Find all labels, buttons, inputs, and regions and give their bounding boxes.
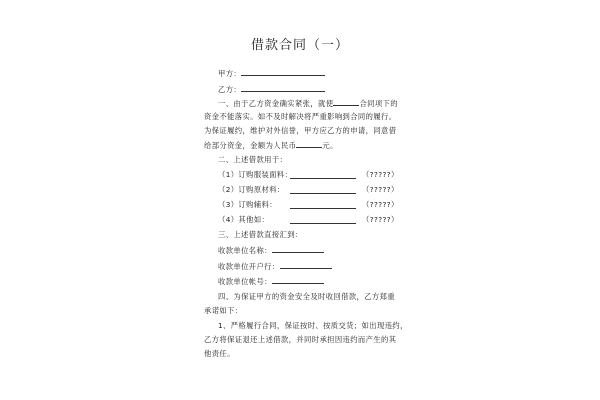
party-a-line (218, 68, 325, 78)
use-item-4 (218, 215, 269, 224)
clause4-line2: 承诺如下： (204, 306, 243, 315)
contract-name-blank[interactable] (333, 98, 359, 106)
clause1-line4 (204, 140, 338, 150)
use-item-4-blank[interactable] (290, 216, 356, 224)
use-item-3-amount: （?????） (362, 200, 399, 209)
use-item-4-amount: （?????） (362, 215, 399, 224)
document-title: 借款合同（一） (250, 38, 349, 53)
use-item-1 (218, 170, 292, 179)
clause3-heading: 三、上述借款直接汇到： (218, 230, 303, 239)
amount-blank[interactable] (296, 140, 322, 148)
payee-bank-line (218, 261, 332, 271)
payee-account-blank[interactable] (272, 276, 324, 284)
party-a-label: 甲方： (218, 69, 242, 78)
use-item-label: （2）订购原材料： (218, 185, 285, 194)
payee-name-label: 收款单位名称： (218, 246, 272, 255)
payee-account-line (218, 276, 324, 286)
payee-account-label: 收款单位帐号： (218, 277, 272, 286)
use-item-3-blank[interactable] (290, 201, 356, 209)
payee-bank-label: 收款单位开户行： (218, 262, 280, 271)
use-item-2 (218, 185, 285, 194)
use-item-label: （1）订购服装面料： (218, 170, 293, 179)
party-b-line (218, 84, 325, 94)
use-item-3 (218, 200, 277, 209)
payee-bank-blank[interactable] (280, 261, 332, 269)
clause1-yuan: 元。 (322, 141, 338, 150)
clause1-text-a: 一、由于乙方资金确实紧张，就使 (218, 99, 334, 108)
use-item-1-blank[interactable] (290, 171, 356, 179)
use-item-2-amount: （?????） (362, 185, 399, 194)
clause1-text-b: 合同项下的 (359, 99, 398, 108)
clause1-line3: 为保证履约，维护对外信誉，甲方应乙方的申请，同意借 (204, 126, 397, 135)
use-item-2-blank[interactable] (290, 186, 356, 194)
clause5-line2: 乙方将保证退还上述借款，并同时承担因违约而产生的其 (204, 335, 397, 344)
clause1-amount-text: 给部分资金，金额为人民币 (204, 141, 297, 150)
clause1-line1 (218, 98, 398, 108)
clause5-line1: 1、严格履行合同，保证按时、按质交货；如出现违约， (218, 321, 408, 330)
payee-name-line (218, 245, 324, 255)
party-a-blank[interactable] (241, 68, 325, 76)
payee-name-blank[interactable] (272, 245, 324, 253)
party-b-blank[interactable] (241, 84, 325, 92)
clause1-line2: 资金不能落实。如不及时解决将严重影响到合同的履行。 (204, 112, 397, 121)
use-item-label: （3）订购辅料： (218, 200, 277, 209)
use-item-label: （4）其他如： (218, 215, 270, 224)
clause4-line1: 四、为保证甲方的资金安全及时收回借款，乙方郑重 (218, 292, 396, 301)
clause2-heading: 二、上述借款用于： (218, 155, 288, 164)
party-b-label: 乙方： (218, 85, 242, 94)
use-item-1-amount: （?????） (362, 170, 399, 179)
clause5-line3: 他责任。 (204, 349, 235, 358)
